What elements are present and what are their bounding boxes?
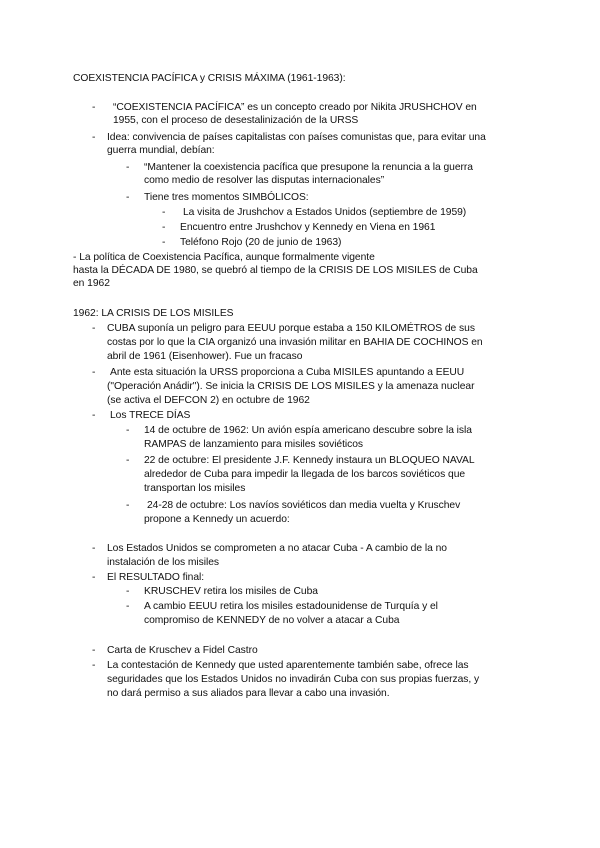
paragraph-line: seguridades que los Estados Unidos no invadirán Cuba con sus propias fuerzas, y [107, 674, 480, 685]
paragraph-line: costas por lo que la CIA organizó una invasión militar en BAHIA DE COCHINOS en [107, 337, 483, 348]
bullet-dash: - [126, 500, 130, 511]
paragraph-line: 14 de octubre de 1962: Un avión espía americano descubre sobre la isla [144, 425, 472, 436]
bullet-dash: - [92, 410, 96, 421]
paragraph-line: Los Estados Unidos se comprometen a no atacar Cuba - A cambio de la no [107, 543, 447, 554]
paragraph-line: abril de 1961 (Eisenhower). Fue un fracaso [107, 351, 303, 362]
bullet-dash: - [126, 192, 130, 203]
paragraph-line: - La política de Coexistencia Pacífica, aunque formalmente vigente [73, 252, 375, 263]
paragraph-line: transportan los misiles [144, 483, 246, 494]
paragraph-line: hasta la DÉCADA DE 1980, se quebró al tiempo de la CRISIS DE LOS MISILES de Cuba [73, 265, 478, 276]
paragraph-line: 22 de octubre: El presidente J.F. Kennedy instaura un BLOQUEO NAVAL [144, 455, 475, 466]
paragraph-line: KRUSCHEV retira los misiles de Cuba [144, 586, 318, 597]
paragraph-line: RAMPAS de lanzamiento para misiles soviéticos [144, 439, 364, 450]
bullet-dash: - [92, 132, 96, 143]
paragraph-line: (se activa el DEFCON 2) en octubre de 1962 [107, 395, 310, 406]
bullet-dash: - [126, 425, 130, 436]
paragraph-line: “COEXISTENCIA PACÍFICA” es un concepto creado por Nikita JRUSHCHOV en [113, 102, 477, 113]
paragraph-line: La visita de Jrushchov a Estados Unidos (septiembre de 1959) [183, 207, 467, 218]
bullet-dash: - [92, 367, 96, 378]
paragraph-line: Tiene tres momentos SIMBÓLICOS: [144, 192, 309, 203]
paragraph-line: La contestación de Kennedy que usted aparentemente también sabe, ofrece las [107, 660, 469, 671]
paragraph-line: Los TRECE DÍAS [110, 410, 191, 421]
bullet-dash: - [126, 455, 130, 466]
bullet-dash: - [92, 572, 96, 583]
paragraph-line: Teléfono Rojo (20 de junio de 1963) [180, 237, 342, 248]
paragraph-line: Encuentro entre Jrushchov y Kennedy en Viena en 1961 [180, 222, 436, 233]
paragraph-line: Idea: convivencia de países capitalistas con países comunistas que, para evitar una [107, 132, 486, 143]
bullet-dash: - [162, 222, 166, 233]
bullet-dash: - [92, 543, 96, 554]
bullet-dash: - [92, 660, 96, 671]
paragraph-line: instalación de los misiles [107, 557, 220, 568]
paragraph-line: como medio de resolver las disputas internacionales” [144, 175, 385, 186]
paragraph-line: ("Operación Anádir"). Se inicia la CRISIS DE LOS MISILES y la amenaza nuclear [107, 381, 475, 392]
section-title-crisis: 1962: LA CRISIS DE LOS MISILES [73, 308, 234, 319]
paragraph-line: alrededor de Cuba para impedir la llegada de los barcos soviéticos que [144, 469, 466, 480]
bullet-dash: - [126, 162, 130, 173]
paragraph-line: compromiso de KENNEDY de no volver a atacar a Cuba [144, 615, 400, 626]
bullet-dash: - [162, 207, 166, 218]
paragraph-line: Carta de Kruschev a Fidel Castro [107, 645, 258, 656]
section-title-coexistencia: COEXISTENCIA PACÍFICA y CRISIS MÁXIMA (1961-1963): [73, 73, 346, 84]
bullet-dash: - [92, 102, 96, 113]
paragraph-line: propone a Kennedy un acuerdo: [144, 514, 290, 525]
bullet-dash: - [92, 645, 96, 656]
bullet-dash: - [126, 601, 130, 612]
paragraph-line: CUBA suponía un peligro para EEUU porque estaba a 150 KILOMÉTROS de sus [107, 323, 475, 334]
paragraph-line: Ante esta situación la URSS proporciona a Cuba MISILES apuntando a EEUU [110, 367, 465, 378]
paragraph-line: A cambio EEUU retira los misiles estadounidense de Turquía y el [144, 601, 438, 612]
paragraph-line: El RESULTADO final: [107, 572, 205, 583]
paragraph-line: 24-28 de octubre: Los navíos soviéticos dan media vuelta y Kruschev [147, 500, 461, 511]
paragraph-line: 1955, con el proceso de desestalinización de la URSS [113, 115, 359, 126]
bullet-dash: - [92, 323, 96, 334]
paragraph-line: guerra mundial, debían: [107, 145, 215, 156]
paragraph-line: en 1962 [73, 278, 110, 289]
paragraph-line: “Mantener la coexistencia pacífica que presupone la renuncia a la guerra [144, 162, 473, 173]
bullet-dash: - [126, 586, 130, 597]
bullet-dash: - [162, 237, 166, 248]
paragraph-line: no dará permiso a sus aliados para llevar a cabo una invasión. [107, 688, 390, 699]
